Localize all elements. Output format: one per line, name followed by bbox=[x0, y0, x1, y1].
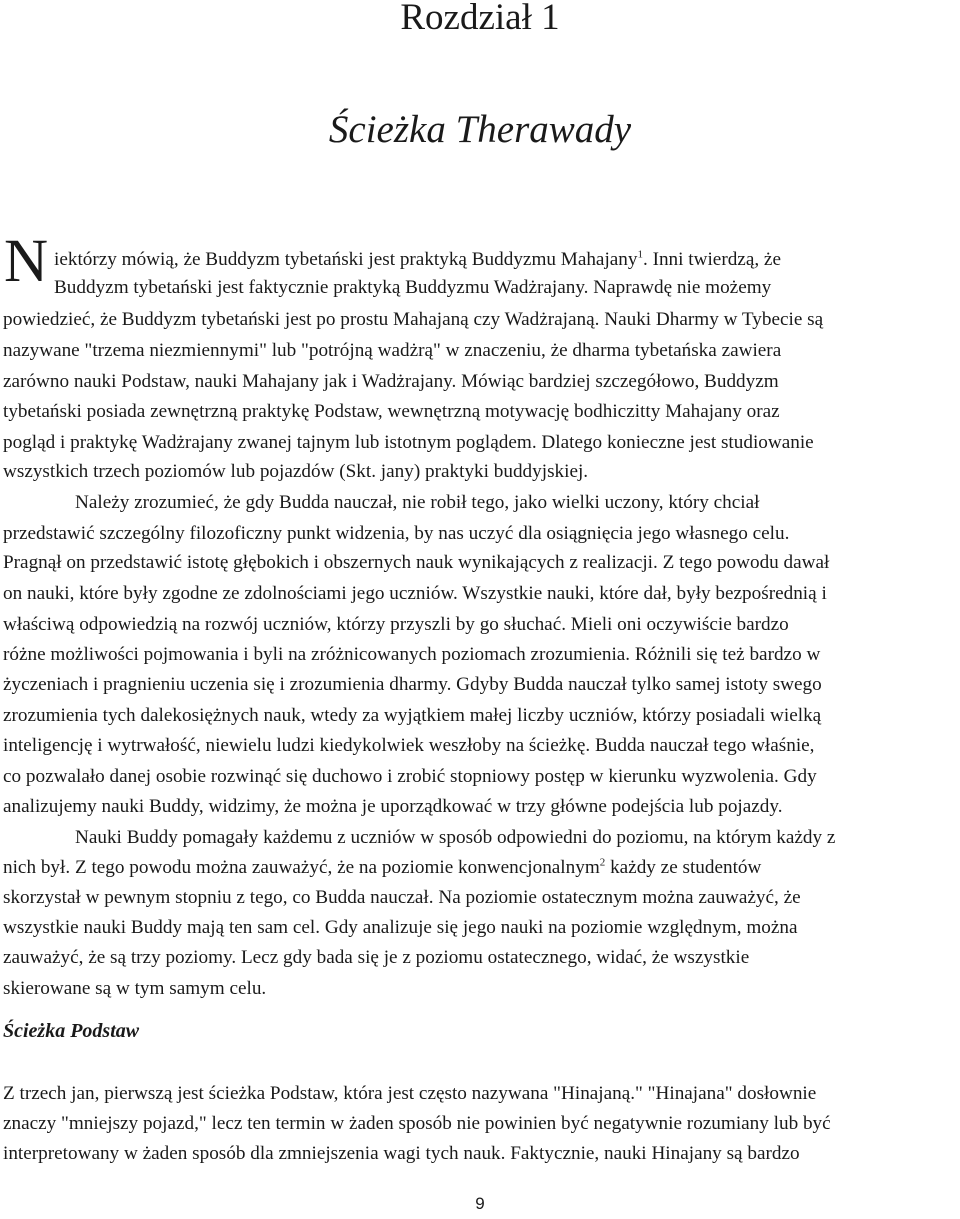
footnote-marker: 1 bbox=[637, 248, 643, 261]
text-line: co pozwalało danej osobie rozwinąć się duchowo i zrobić stopniowy postęp w kierunku wyzwolenia. Gdy bbox=[3, 766, 817, 787]
text-line bbox=[54, 246, 958, 273]
text-line: wszystkich trzech poziomów lub pojazdów (Skt. jany) praktyki buddyjskiej. bbox=[3, 461, 589, 482]
text-line: Należy zrozumieć, że gdy Budda nauczał, nie robił tego, jako wielki uczony, który chciał bbox=[75, 492, 760, 513]
text-line: powiedzieć, że Buddyzm tybetański jest po prostu Mahajaną czy Wadżrajaną. Nauki Dharmy w Tybecie są bbox=[3, 309, 824, 330]
text-line: Pragnął on przedstawić istotę głębokich i obszernych nauk wynikających z realizacji. Z tego powodu dawał bbox=[3, 552, 830, 573]
section-heading: Ścieżka Podstaw bbox=[3, 1020, 140, 1042]
text-line: interpretowany w żaden sposób dla zmniejszenia wagi tych nauk. Faktycznie, nauki Hinajany są bardzo bbox=[3, 1143, 800, 1164]
text-line: zauważyć, że są trzy poziomy. Lecz gdy bada się je z poziomu ostatecznego, widać, że wszystkie bbox=[3, 947, 750, 968]
text-segment: iektórzy mówią, że Buddyzm tybetański jest praktyką Buddyzmu Mahajany bbox=[54, 249, 638, 270]
text-line: życzeniach i pragnieniu uczenia się i zrozumienia dharmy. Gdyby Budda nauczał tylko samej istoty swego bbox=[3, 674, 822, 695]
text-line: Buddyzm tybetański jest faktycznie praktyką Buddyzmu Wadżrajany. Naprawdę nie możemy bbox=[54, 277, 772, 298]
text-line: znaczy "mniejszy pojazd," lecz ten termin w żaden sposób nie powinien być negatywnie rozumiany lub być bbox=[3, 1113, 831, 1134]
text-line: zarówno nauki Podstaw, nauki Mahajany jak i Wadżrajany. Mówiąc bardziej szczegółowo, Buddyzm bbox=[3, 371, 779, 392]
text-line: różne możliwości pojmowania i byli na zróżnicowanych poziomach zrozumienia. Różnili się też bardzo w bbox=[3, 644, 821, 665]
drop-cap: N bbox=[4, 228, 49, 295]
text-line: właściwą odpowiedzią na rozwój uczniów, którzy przyszli by go słuchać. Mieli oni oczywiście bardzo bbox=[3, 614, 789, 635]
text-line: analizujemy nauki Buddy, widzimy, że można je uporządkować w trzy główne podejścia lub pojazdy. bbox=[3, 796, 783, 817]
text-line: Z trzech jan, pierwszą jest ścieżka Podstaw, która jest często nazywana "Hinajaną." "Hinajana" dosłownie bbox=[3, 1083, 817, 1104]
text-line: tybetański posiada zewnętrzną praktykę Podstaw, wewnętrzną motywację bodhiczitty Mahajany oraz bbox=[3, 401, 780, 422]
text-segment: każdy ze studentów bbox=[605, 857, 762, 878]
text-segment: nich był. Z tego powodu można zauważyć, że na poziomie konwencjonalnym bbox=[3, 857, 600, 878]
text-line: on nauki, które były zgodne ze zdolnościami jego uczniów. Wszystkie nauki, które dał, były bezpośrednią i bbox=[3, 583, 827, 604]
chapter-title: Ścieżka Therawady bbox=[328, 108, 632, 151]
text-line: wszystkie nauki Buddy mają ten sam cel. Gdy analizuje się jego nauki na poziomie względnym, można bbox=[3, 917, 798, 938]
text-line: Nauki Buddy pomagały każdemu z uczniów w sposób odpowiedni do poziomu, na którym każdy z bbox=[75, 827, 836, 848]
text-line: skorzystał w pewnym stopniu z tego, co Budda nauczał. Na poziomie ostatecznym można zauważyć, że bbox=[3, 887, 801, 908]
text-line: skierowane są w tym samym celu. bbox=[3, 978, 267, 999]
text-segment: . Inni twierdzą, że bbox=[642, 249, 781, 270]
text-line: pogląd i praktykę Wadżrajany zwanej tajnym lub istotnym poglądem. Dlatego konieczne jest studiowanie bbox=[3, 432, 814, 453]
chapter-heading: Rozdział 1 bbox=[400, 0, 560, 38]
text-line: inteligencję i wytrwałość, niewielu ludzi kiedykolwiek weszłoby na ścieżkę. Budda nauczał tego właśnie, bbox=[3, 735, 815, 756]
page-number: 9 bbox=[475, 1194, 485, 1213]
text-line: nazywane "trzema niezmiennymi" lub "potrójną wadżrą" w znaczeniu, że dharma tybetańska zawiera bbox=[3, 340, 782, 361]
text-line bbox=[3, 854, 958, 881]
text-line: przedstawić szczególny filozoficzny punkt widzenia, by nas uczyć dla osiągnięcia jego własnego celu. bbox=[3, 523, 790, 544]
footnote-marker: 2 bbox=[599, 856, 606, 869]
text-line: zrozumienia tych dalekosiężnych nauk, wtedy za wyjątkiem małej liczby uczniów, którzy posiadali wielką bbox=[3, 705, 822, 726]
